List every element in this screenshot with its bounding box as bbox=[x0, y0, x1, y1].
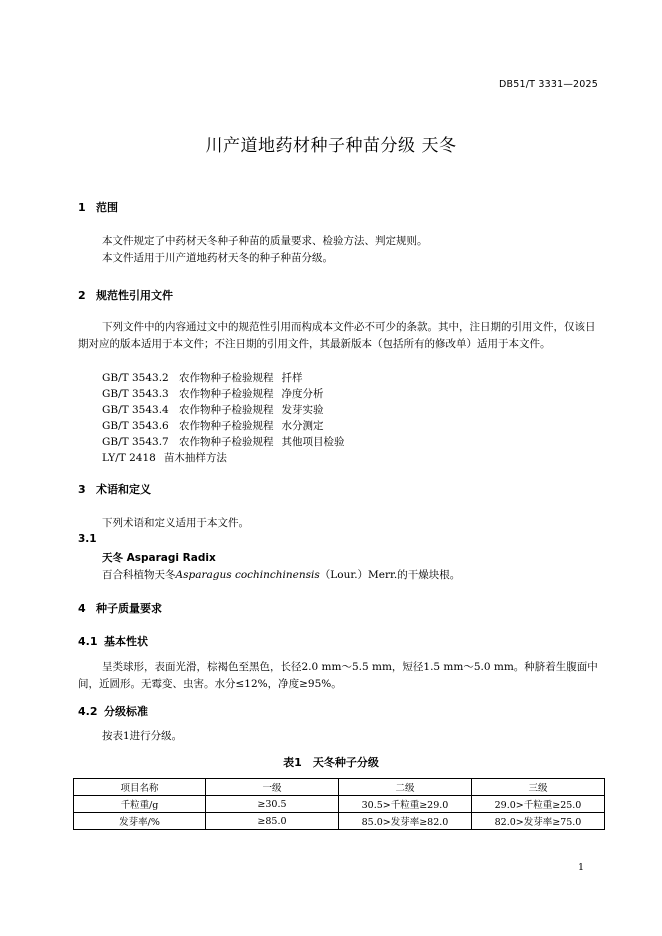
table-cell: ≥30.5 bbox=[205, 796, 338, 813]
section-title: 范围 bbox=[96, 201, 118, 214]
reference-name: 农作物种子检验规程 bbox=[179, 404, 274, 416]
subsection-title: 分级标准 bbox=[104, 705, 148, 718]
reference-item bbox=[102, 418, 324, 433]
table-header-cell: 三级 bbox=[471, 779, 604, 796]
page-title: 川产道地药材种子种苗分级 天冬 bbox=[205, 136, 457, 156]
subsection-4-2-heading bbox=[78, 703, 148, 719]
reference-name: 农作物种子检验规程 bbox=[179, 372, 274, 384]
section-number: 2 bbox=[78, 289, 86, 302]
grading-paragraph: 按表1进行分级。 bbox=[102, 730, 183, 742]
reference-part: 水分测定 bbox=[281, 420, 324, 432]
table-header-cell: 二级 bbox=[338, 779, 471, 796]
section-number: 4 bbox=[78, 602, 86, 615]
reference-code: GB/T 3543.7 bbox=[102, 436, 169, 448]
page-number: 1 bbox=[577, 862, 584, 873]
table-row bbox=[74, 796, 605, 813]
subsection-number: 4.1 bbox=[78, 635, 98, 648]
definition-text: 百合科植物天冬 bbox=[102, 569, 176, 581]
section-3-heading bbox=[78, 481, 151, 497]
term-title bbox=[102, 550, 216, 565]
table-cell: ≥85.0 bbox=[205, 813, 338, 830]
reference-code: GB/T 3543.6 bbox=[102, 420, 169, 432]
basic-traits-paragraph: 呈类球形，表面光滑，棕褐色至黑色，长径2.0 mm～5.5 mm，短径1.5 mm～5.0 mm。种脐着生腹面中间，近圆形。无霉变、虫害。水分≤12%，净度≥95%。 bbox=[78, 661, 598, 690]
reference-code: LY/T 2418 bbox=[102, 452, 156, 464]
reference-code: GB/T 3543.4 bbox=[102, 404, 169, 416]
reference-item bbox=[102, 386, 324, 401]
table-header-cell: 项目名称 bbox=[74, 779, 206, 796]
section-1-heading bbox=[78, 199, 118, 215]
references-intro: 下列文件中的内容通过文中的规范性引用而构成本文件必不可少的条款。其中，注日期的引用文件，仅该日期对应的版本适用于本文件；不注日期的引用文件，其最新版本（包括所有的修改单）适用于本文件。 bbox=[78, 321, 596, 350]
table-cell: 发芽率/% bbox=[74, 813, 206, 830]
document-code: DB51/T 3331—2025 bbox=[499, 79, 598, 90]
reference-item bbox=[102, 434, 345, 449]
reference-part: 扦样 bbox=[281, 372, 303, 384]
table-cell: 29.0>千粒重≥25.0 bbox=[471, 796, 604, 813]
section-4-heading bbox=[78, 600, 162, 616]
subsection-4-1-heading bbox=[78, 633, 148, 649]
term-english: Asparagi Radix bbox=[126, 552, 216, 564]
latin-name: Asparagus cochinchinensis bbox=[175, 569, 320, 581]
table-cell: 千粒重/g bbox=[74, 796, 206, 813]
reference-name: 农作物种子检验规程 bbox=[179, 388, 274, 400]
section-title: 种子质量要求 bbox=[96, 602, 162, 615]
section-number: 1 bbox=[78, 201, 86, 214]
reference-name: 农作物种子检验规程 bbox=[179, 436, 274, 448]
table-row bbox=[74, 813, 605, 830]
table-cell: 30.5>千粒重≥29.0 bbox=[338, 796, 471, 813]
section-title: 规范性引用文件 bbox=[96, 289, 173, 302]
table-header-row bbox=[74, 779, 605, 796]
subsection-number: 4.2 bbox=[78, 705, 98, 718]
scope-paragraph-1: 本文件规定了中药材天冬种子种苗的质量要求、检验方法、判定规则。 bbox=[102, 235, 428, 247]
reference-code: GB/T 3543.2 bbox=[102, 372, 169, 384]
term-definition bbox=[102, 567, 460, 582]
scope-paragraph-2: 本文件适用于川产道地药材天冬的种子种苗分级。 bbox=[102, 252, 333, 264]
terms-intro: 下列术语和定义适用于本文件。 bbox=[102, 517, 249, 529]
term-number: 3.1 bbox=[78, 533, 97, 545]
subsection-title: 基本性状 bbox=[104, 635, 148, 648]
section-title: 术语和定义 bbox=[96, 483, 151, 496]
reference-item bbox=[102, 402, 324, 417]
table-cell: 85.0>发芽率≥82.0 bbox=[338, 813, 471, 830]
term-chinese: 天冬 bbox=[102, 552, 123, 564]
reference-name: 农作物种子检验规程 bbox=[179, 420, 274, 432]
reference-code: GB/T 3543.3 bbox=[102, 388, 169, 400]
table-cell: 82.0>发芽率≥75.0 bbox=[471, 813, 604, 830]
reference-item bbox=[102, 450, 227, 465]
table-header-cell: 一级 bbox=[205, 779, 338, 796]
reference-name: 苗木抽样方法 bbox=[163, 452, 227, 464]
definition-text: （Lour.）Merr.的干燥块根。 bbox=[319, 569, 461, 581]
section-number: 3 bbox=[78, 483, 86, 496]
table-caption: 表1 天冬种子分级 bbox=[283, 756, 379, 769]
section-2-heading bbox=[78, 287, 173, 303]
reference-part: 净度分析 bbox=[281, 388, 324, 400]
grading-table bbox=[73, 778, 605, 830]
reference-part: 发芽实验 bbox=[281, 404, 324, 416]
reference-item bbox=[102, 370, 303, 385]
reference-part: 其他项目检验 bbox=[281, 436, 345, 448]
